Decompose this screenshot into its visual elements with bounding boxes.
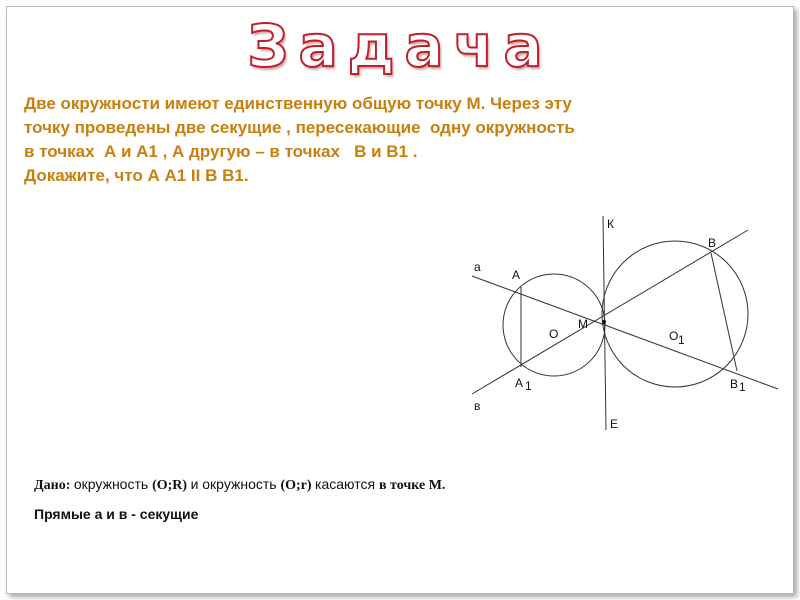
given-text-touch: касаются: [315, 476, 379, 492]
given-label: Дано:: [34, 478, 74, 493]
problem-line-3: в точках А и А1 , А другую – в точках В и В1 .: [24, 142, 418, 161]
label-B1-sub: 1: [739, 380, 746, 394]
given-circle-1: (О;R): [152, 478, 191, 493]
given-block: [34, 470, 754, 528]
slide-title: Задача: [247, 12, 553, 80]
problem-line-1: Две окружности имеют единственную общую точку М. Через эту: [24, 94, 572, 113]
label-B1: В: [730, 377, 739, 391]
label-A: А: [512, 268, 521, 282]
label-A1: А: [515, 376, 524, 390]
label-line-a: а: [474, 260, 481, 274]
problem-line-4: Докажите, что А А1 II В В1.: [24, 166, 249, 185]
given-line-2: Прямые а и в - секущие: [34, 506, 199, 522]
secant-b: [472, 230, 748, 394]
label-line-b: в: [474, 399, 481, 413]
geometry-diagram: [466, 214, 786, 440]
given-text-circle-1: окружность: [73, 476, 153, 492]
problem-statement: [24, 92, 764, 188]
problem-line-2: точку проведены две секущие , пересекающие одну окружность: [24, 118, 575, 137]
label-O: О: [549, 327, 559, 341]
given-line-1: [34, 470, 754, 500]
given-circle-2: (О;r): [280, 478, 316, 493]
label-K: К: [607, 217, 614, 231]
label-E: Е: [610, 417, 619, 431]
point-M-dot: [602, 320, 606, 324]
label-B: В: [708, 236, 717, 250]
given-point: в точке М.: [378, 478, 446, 493]
secant-a: [472, 276, 778, 389]
label-M: М: [578, 317, 588, 331]
given-text-circle-2: и окружность: [190, 476, 281, 492]
chord-BB1: [711, 253, 737, 371]
label-O1-sub: 1: [678, 333, 685, 347]
large-circle: [602, 241, 748, 387]
label-A1-sub: 1: [525, 379, 532, 393]
label-O1: О: [669, 329, 679, 343]
small-circle: [503, 274, 605, 376]
